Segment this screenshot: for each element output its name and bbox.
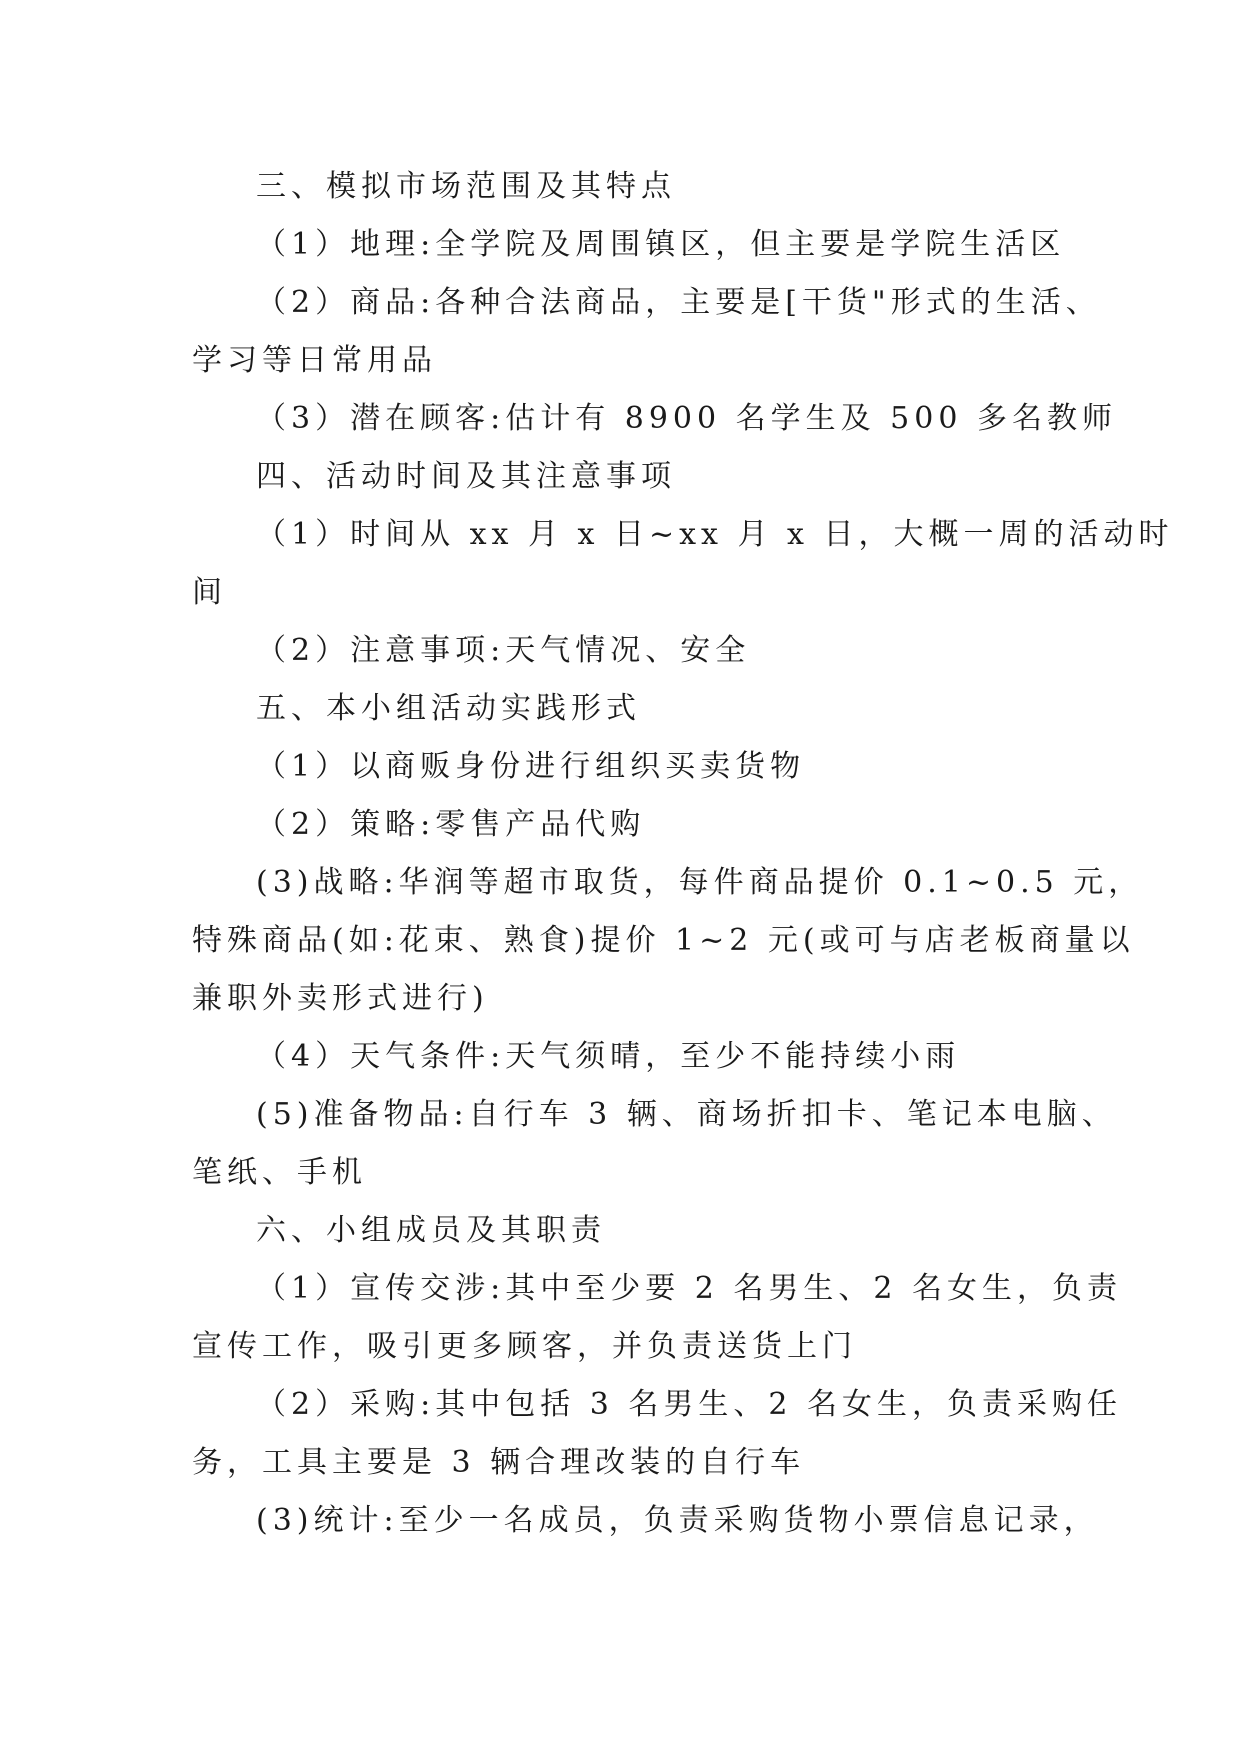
paragraph-line: 兼职外卖形式进行) [192, 981, 489, 1016]
paragraph-line: 笔纸、手机 [192, 1155, 367, 1190]
paragraph-line: (5)准备物品:自行车 3 辆、商场折扣卡、笔记本电脑、 [256, 1097, 1117, 1132]
paragraph-line: 学习等日常用品 [192, 343, 437, 378]
paragraph-line: （2）注意事项:天气情况、安全 [256, 633, 751, 668]
paragraph-line: （2）商品:各种合法商品，主要是[干货"形式的生活、 [256, 285, 1101, 320]
paragraph-line: (3)统计:至少一名成员，负责采购货物小票信息记录， [256, 1503, 1099, 1538]
section-heading-market-scope: 三、模拟市场范围及其特点 [256, 169, 676, 204]
paragraph-line: （1）以商贩身份进行组织买卖货物 [256, 749, 806, 784]
paragraph-line: （4）天气条件:天气须晴，至少不能持续小雨 [256, 1039, 961, 1074]
paragraph-line: (3)战略:华润等超市取货，每件商品提价 0.1~0.5 元， [256, 865, 1144, 900]
paragraph-line: 间 [192, 575, 227, 610]
paragraph-line: 宣传工作，吸引更多顾客，并负责送货上门 [192, 1329, 857, 1364]
paragraph-line: 务，工具主要是 3 辆合理改装的自行车 [192, 1445, 806, 1480]
section-heading-practice-form: 五、本小组活动实践形式 [256, 691, 641, 726]
paragraph-line: （3）潜在顾客:估计有 8900 名学生及 500 多名教师 [256, 401, 1117, 436]
paragraph-line: （1）宣传交涉:其中至少要 2 名男生、2 名女生，负责 [256, 1271, 1122, 1306]
paragraph-line: （1）时间从 xx 月 x 日~xx 月 x 日，大概一周的活动时 [256, 517, 1174, 552]
paragraph-line: 特殊商品(如:花束、熟食)提价 1~2 元(或可与店老板商量以 [192, 923, 1135, 958]
section-heading-members: 六、小组成员及其职责 [256, 1213, 606, 1248]
document-body [192, 158, 1174, 1550]
section-heading-activity-time: 四、活动时间及其注意事项 [256, 459, 676, 494]
paragraph-line: （1）地理:全学院及周围镇区，但主要是学院生活区 [256, 227, 1066, 262]
paragraph-line: （2）策略:零售产品代购 [256, 807, 646, 842]
paragraph-line: （2）采购:其中包括 3 名男生、2 名女生，负责采购任 [256, 1387, 1122, 1422]
